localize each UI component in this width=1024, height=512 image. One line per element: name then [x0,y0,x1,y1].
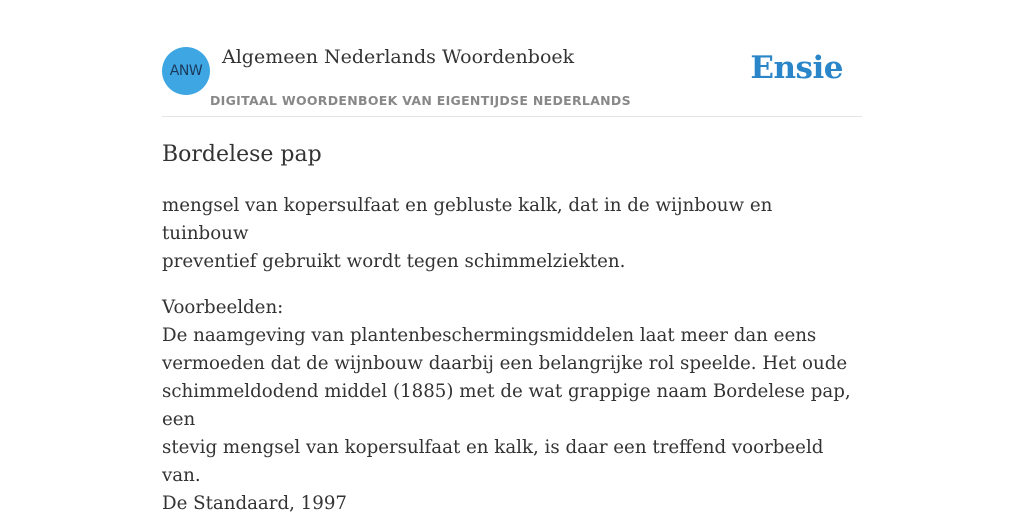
entry-content [162,140,862,512]
example-source: De Standaard, 1997 [162,493,347,512]
headword: Bordelese pap [162,142,322,167]
examples [162,294,862,512]
header [162,46,862,117]
dictionary-title[interactable]: Algemeen Nederlands Woordenboek [222,46,575,68]
dictionary-subtitle: DIGITAAL WOORDENBOEK VAN EIGENTIJDSE NEDERLANDS [210,93,631,108]
example-line: De naamgeving van plantenbeschermingsmiddelen laat meer dan eens [162,325,817,346]
example-line: stevig mengsel van kopersulfaat en kalk, is daar een treffend voorbeeld van. [162,437,824,486]
definition [162,192,862,276]
anw-logo-text: ANW [169,63,203,79]
definition-line: preventief gebruikt wordt tegen schimmelziekten. [162,251,626,272]
definition-line: mengsel van kopersulfaat en gebluste kalk, dat in de wijnbouw en tuinbouw [162,195,773,244]
ensie-logo[interactable]: Ensie [750,50,843,86]
example-line: vermoeden dat de wijnbouw daarbij een belangrijke rol speelde. Het oude [162,353,848,374]
examples-label: Voorbeelden: [162,297,284,318]
example-line: schimmeldodend middel (1885) met de wat grappige naam Bordelese pap, een [162,381,851,430]
anw-logo[interactable] [162,47,210,95]
